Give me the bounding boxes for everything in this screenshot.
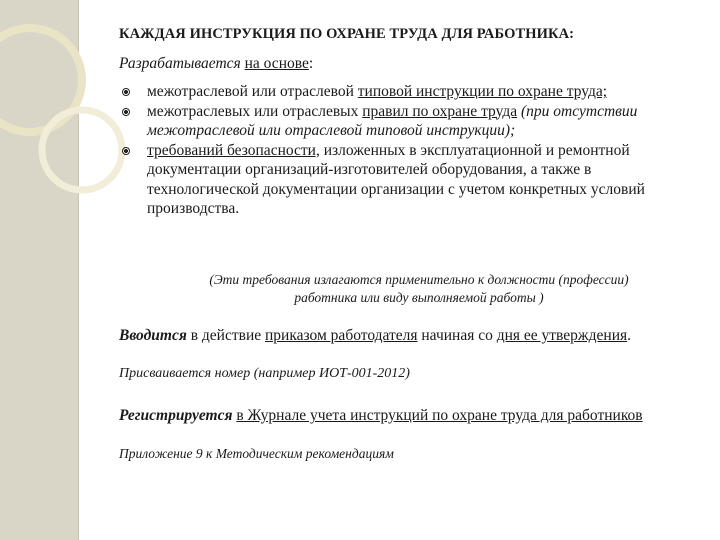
item-text: межотраслевой или отраслевой: [147, 83, 358, 100]
ring-large: [0, 28, 82, 132]
number-note: Присваивается номер (например ИОТ-001-2012): [119, 366, 410, 381]
note-line-2: работника или виду выполняемой работы ): [294, 290, 544, 305]
bullet-icon: [122, 108, 130, 116]
appendix-note: Приложение 9 к Методическим рекомендациям: [119, 446, 394, 461]
subheading: [119, 55, 313, 73]
registration-block: [119, 406, 699, 426]
item-link[interactable]: требований безопасности,: [147, 141, 320, 159]
bullet-icon: [122, 147, 130, 155]
item-link[interactable]: типовой инструкции по охране труда;: [357, 83, 608, 100]
note-line-1: (Эти требования излагаются применительно к должности (профессии): [209, 272, 629, 287]
item-text-post: изложенных в эксплуатационной и ремонтной документации организаций-изготовителей оборудования, а также в технологической документации организации с учетом конкретных условий производства.: [147, 141, 645, 217]
approval-date-link[interactable]: дня ее утверждения: [496, 327, 628, 344]
item-link[interactable]: правил по охране труда: [362, 102, 518, 120]
basis-list: [119, 82, 679, 219]
bullet-icon: [122, 88, 130, 96]
list-item: [119, 102, 679, 141]
list-item: [119, 82, 679, 102]
employer-order-link[interactable]: приказом работодателя: [265, 327, 418, 344]
subhead-tail: :: [308, 55, 314, 72]
effective-label: Вводится: [119, 327, 187, 344]
subhead-underlined: на основе: [244, 55, 309, 72]
journal-link[interactable]: в Журнале учета инструкций по охране труда для работников: [236, 407, 643, 424]
subhead-italic: Разрабатывается: [119, 55, 241, 72]
list-item: [119, 141, 679, 219]
page-title: КАЖДАЯ ИНСТРУКЦИЯ ПО ОХРАНЕ ТРУДА ДЛЯ РАБОТНИКА:: [119, 26, 575, 42]
effective-block: Вводится в действие приказом работодателя начиная со дня ее утверждения.: [119, 327, 631, 344]
ring-small: [42, 110, 122, 190]
registration-label: Регистрируется: [119, 407, 233, 424]
item-italic: (при отсутствии межотраслевой или отраслевой типовой инструкции);: [147, 102, 638, 139]
item-text: межотраслевых или отраслевых: [147, 102, 363, 120]
requirements-note: [149, 271, 689, 307]
